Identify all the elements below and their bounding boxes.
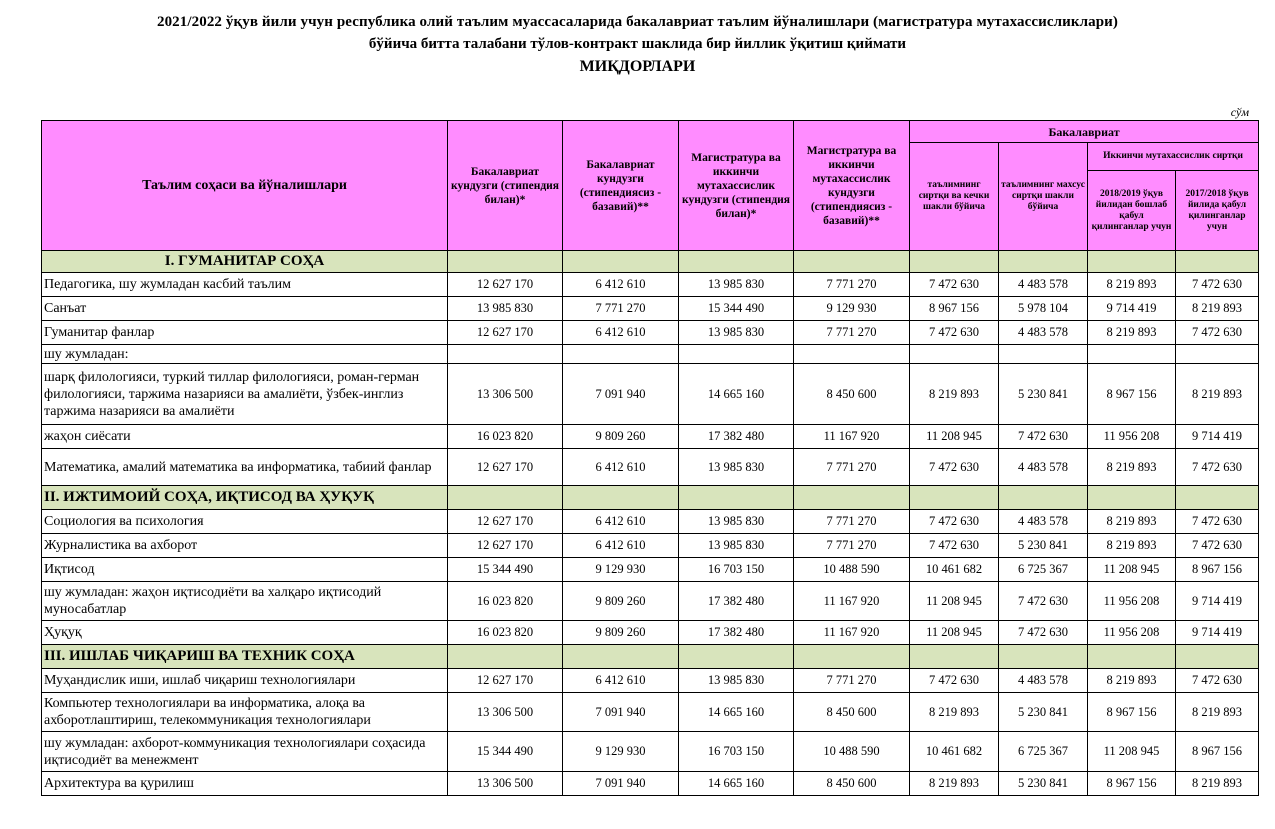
fee-cell: 15 344 490 <box>448 732 563 772</box>
fee-cell: 16 703 150 <box>679 732 794 772</box>
fee-cell: 14 665 160 <box>679 772 794 796</box>
section-empty-cell <box>794 486 910 510</box>
fee-cell: 7 472 630 <box>999 621 1088 645</box>
fee-cell <box>794 345 910 364</box>
fee-cell: 16 023 820 <box>448 582 563 621</box>
section-empty-cell <box>910 645 999 669</box>
direction-name: Санъат <box>42 297 448 321</box>
fee-cell: 7 091 940 <box>563 693 679 732</box>
fee-cell: 8 219 893 <box>1176 297 1259 321</box>
fee-cell: 9 129 930 <box>563 558 679 582</box>
fee-cell: 9 714 419 <box>1088 297 1176 321</box>
section-title: I. ГУМАНИТАР СОҲА <box>42 251 448 273</box>
fee-cell: 6 412 610 <box>563 321 679 345</box>
fee-cell: 14 665 160 <box>679 364 794 425</box>
fee-cell: 12 627 170 <box>448 510 563 534</box>
tuition-fee-table <box>41 120 1259 796</box>
header-master-day-stipend: Магистратура ва иккинчи мутахассислик кундузги (стипендия билан)* <box>679 121 794 251</box>
header-bachelor-group: Бакалавриат <box>910 121 1259 143</box>
table-row <box>42 732 1259 772</box>
fee-cell: 8 219 893 <box>1088 669 1176 693</box>
fee-cell: 4 483 578 <box>999 510 1088 534</box>
fee-cell: 8 967 156 <box>910 297 999 321</box>
fee-cell: 9 129 930 <box>794 297 910 321</box>
fee-cell <box>910 345 999 364</box>
direction-name: жаҳон сиёсати <box>42 425 448 449</box>
fee-cell: 15 344 490 <box>679 297 794 321</box>
fee-cell: 11 167 920 <box>794 582 910 621</box>
fee-cell: 4 483 578 <box>999 273 1088 297</box>
table-row <box>42 297 1259 321</box>
section-empty-cell <box>679 251 794 273</box>
fee-cell: 11 208 945 <box>910 621 999 645</box>
table-row <box>42 772 1259 796</box>
fee-cell <box>1176 345 1259 364</box>
fee-cell: 7 771 270 <box>794 510 910 534</box>
fee-cell: 8 967 156 <box>1176 732 1259 772</box>
section-empty-cell <box>999 645 1088 669</box>
fee-cell: 7 472 630 <box>1176 534 1259 558</box>
fee-cell: 14 665 160 <box>679 693 794 732</box>
fee-cell: 17 382 480 <box>679 425 794 449</box>
direction-name: Иқтисод <box>42 558 448 582</box>
direction-name: шу жумладан: жаҳон иқтисодиёти ва халқаро иқтисодий муносабатлар <box>42 582 448 621</box>
fee-cell: 7 472 630 <box>1176 273 1259 297</box>
fee-cell: 6 412 610 <box>563 510 679 534</box>
section-empty-cell <box>563 251 679 273</box>
fee-cell: 4 483 578 <box>999 669 1088 693</box>
fee-cell: 10 488 590 <box>794 732 910 772</box>
fee-cell: 11 208 945 <box>910 425 999 449</box>
fee-cell: 6 412 610 <box>563 449 679 486</box>
fee-cell: 7 472 630 <box>910 321 999 345</box>
fee-cell: 8 219 893 <box>1176 772 1259 796</box>
fee-cell: 8 219 893 <box>1176 364 1259 425</box>
table-row <box>42 449 1259 486</box>
direction-name: Архитектура ва қурилиш <box>42 772 448 796</box>
fee-cell: 11 208 945 <box>910 582 999 621</box>
fee-cell: 8 967 156 <box>1176 558 1259 582</box>
table-row <box>42 425 1259 449</box>
table-row <box>42 273 1259 297</box>
fee-cell <box>563 345 679 364</box>
section-empty-cell <box>1176 486 1259 510</box>
fee-cell: 11 167 920 <box>794 621 910 645</box>
fee-cell: 11 208 945 <box>1088 558 1176 582</box>
fee-cell: 7 472 630 <box>910 534 999 558</box>
fee-cell: 6 412 610 <box>563 534 679 558</box>
document-title-line-3: МИҚДОРЛАРИ <box>579 58 696 75</box>
direction-name: Гуманитар фанлар <box>42 321 448 345</box>
fee-cell: 7 472 630 <box>1176 449 1259 486</box>
fee-cell: 7 771 270 <box>794 534 910 558</box>
fee-cell: 5 978 104 <box>999 297 1088 321</box>
fee-cell: 16 023 820 <box>448 621 563 645</box>
fee-cell <box>448 345 563 364</box>
section-row <box>42 486 1259 510</box>
fee-cell: 11 208 945 <box>1088 732 1176 772</box>
fee-cell: 7 472 630 <box>910 273 999 297</box>
fee-cell: 16 703 150 <box>679 558 794 582</box>
fee-cell: 8 219 893 <box>1088 510 1176 534</box>
fee-cell: 6 412 610 <box>563 273 679 297</box>
fee-cell: 13 985 830 <box>448 297 563 321</box>
fee-cell <box>999 345 1088 364</box>
section-empty-cell <box>1176 251 1259 273</box>
fee-cell: 10 488 590 <box>794 558 910 582</box>
section-empty-cell <box>910 486 999 510</box>
fee-cell: 12 627 170 <box>448 534 563 558</box>
table-row <box>42 693 1259 732</box>
fee-cell: 7 472 630 <box>1176 669 1259 693</box>
fee-cell: 8 967 156 <box>1088 693 1176 732</box>
section-row <box>42 251 1259 273</box>
fee-cell: 8 450 600 <box>794 772 910 796</box>
fee-cell: 17 382 480 <box>679 582 794 621</box>
section-empty-cell <box>448 645 563 669</box>
fee-cell: 7 771 270 <box>794 669 910 693</box>
fee-cell: 13 985 830 <box>679 449 794 486</box>
fee-cell: 12 627 170 <box>448 321 563 345</box>
fee-cell: 8 219 893 <box>1088 321 1176 345</box>
currency-unit-label: сўм <box>1230 105 1249 119</box>
fee-cell: 9 809 260 <box>563 582 679 621</box>
section-empty-cell <box>1176 645 1259 669</box>
fee-cell: 13 985 830 <box>679 534 794 558</box>
table-row <box>42 345 1259 364</box>
section-empty-cell <box>999 251 1088 273</box>
fee-cell: 13 306 500 <box>448 693 563 732</box>
fee-cell: 8 450 600 <box>794 693 910 732</box>
fee-cell: 8 219 893 <box>910 364 999 425</box>
fee-cell: 13 985 830 <box>679 669 794 693</box>
section-empty-cell <box>679 486 794 510</box>
header-direction: Таълим соҳаси ва йўналишлари <box>42 121 448 251</box>
fee-cell: 11 956 208 <box>1088 621 1176 645</box>
fee-cell: 7 771 270 <box>794 321 910 345</box>
fee-cell: 6 725 367 <box>999 732 1088 772</box>
fee-cell: 5 230 841 <box>999 693 1088 732</box>
fee-cell: 5 230 841 <box>999 364 1088 425</box>
section-empty-cell <box>794 251 910 273</box>
table-row <box>42 669 1259 693</box>
header-admitted-2017-2018: 2017/2018 ўқув йилида қабул қилинганлар учун <box>1176 171 1259 251</box>
fee-cell: 9 809 260 <box>563 621 679 645</box>
direction-name: шарқ филологияси, туркий тиллар филологияси, роман-герман филологияси, таржима назарияси ва амалиёти, ўзбек-инглиз таржима назарияси ва амалиёти <box>42 364 448 425</box>
fee-cell: 13 985 830 <box>679 321 794 345</box>
section-empty-cell <box>999 486 1088 510</box>
header-special-correspondence: таълимнинг махсус сиртқи шакли бўйича <box>999 143 1088 251</box>
table-row <box>42 321 1259 345</box>
fee-cell: 7 472 630 <box>999 425 1088 449</box>
direction-name: шу жумладан: ахборот-коммуникация технологиялари соҳасида иқтисодиёт ва менежмент <box>42 732 448 772</box>
fee-cell: 8 219 893 <box>1088 449 1176 486</box>
direction-name: Ҳуқуқ <box>42 621 448 645</box>
fee-cell: 9 714 419 <box>1176 621 1259 645</box>
fee-cell: 11 956 208 <box>1088 425 1176 449</box>
fee-cell: 5 230 841 <box>999 772 1088 796</box>
fee-cell: 10 461 682 <box>910 732 999 772</box>
fee-cell: 11 167 920 <box>794 425 910 449</box>
section-empty-cell <box>448 486 563 510</box>
section-empty-cell <box>679 645 794 669</box>
table-row <box>42 582 1259 621</box>
fee-cell: 7 091 940 <box>563 364 679 425</box>
fee-cell: 7 472 630 <box>1176 321 1259 345</box>
fee-cell: 8 219 893 <box>1088 534 1176 558</box>
header-admitted-2018-2019: 2018/2019 ўқув йилидан бошлаб қабул қилинганлар учун <box>1088 171 1176 251</box>
fee-cell: 15 344 490 <box>448 558 563 582</box>
fee-cell: 7 771 270 <box>794 273 910 297</box>
fee-cell: 4 483 578 <box>999 321 1088 345</box>
fee-cell: 7 472 630 <box>910 669 999 693</box>
fee-cell: 17 382 480 <box>679 621 794 645</box>
fee-cell: 8 219 893 <box>910 693 999 732</box>
header-second-specialty: Иккинчи мутахассислик сиртқи <box>1088 143 1259 171</box>
fee-cell: 9 809 260 <box>563 425 679 449</box>
fee-cell: 8 219 893 <box>1176 693 1259 732</box>
fee-cell: 8 967 156 <box>1088 364 1176 425</box>
section-empty-cell <box>1088 251 1176 273</box>
fee-cell: 12 627 170 <box>448 449 563 486</box>
fee-cell: 13 306 500 <box>448 772 563 796</box>
fee-cell <box>679 345 794 364</box>
fee-cell: 13 306 500 <box>448 364 563 425</box>
fee-cell: 6 725 367 <box>999 558 1088 582</box>
table-row <box>42 621 1259 645</box>
direction-name: шу жумладан: <box>42 345 448 364</box>
section-empty-cell <box>448 251 563 273</box>
section-row <box>42 645 1259 669</box>
direction-name: Педагогика, шу жумладан касбий таълим <box>42 273 448 297</box>
fee-cell: 12 627 170 <box>448 273 563 297</box>
fee-cell: 7 091 940 <box>563 772 679 796</box>
section-empty-cell <box>563 645 679 669</box>
direction-name: Журналистика ва ахборот <box>42 534 448 558</box>
fee-cell: 7 771 270 <box>563 297 679 321</box>
fee-cell: 11 956 208 <box>1088 582 1176 621</box>
fee-cell: 4 483 578 <box>999 449 1088 486</box>
header-correspondence-evening: таълимнинг сиртқи ва кечки шакли бўйича <box>910 143 999 251</box>
section-empty-cell <box>1088 645 1176 669</box>
fee-cell: 7 472 630 <box>1176 510 1259 534</box>
fee-cell: 9 129 930 <box>563 732 679 772</box>
header-master-day-base: Магистратура ва иккинчи мутахассислик кундузги (стипендиясиз - базавий)** <box>794 121 910 251</box>
fee-cell: 12 627 170 <box>448 669 563 693</box>
fee-cell: 7 472 630 <box>999 582 1088 621</box>
table-row <box>42 364 1259 425</box>
fee-cell: 10 461 682 <box>910 558 999 582</box>
header-bachelor-day-base: Бакалавриат кундузги (стипендиясиз - базавий)** <box>563 121 679 251</box>
header-bachelor-day-stipend: Бакалавриат кундузги (стипендия билан)* <box>448 121 563 251</box>
section-empty-cell <box>563 486 679 510</box>
document-title-line-1: 2021/2022 ўқув йили учун республика олий таълим муассасаларида бакалавриат таълим йўналишлари (магистратура мутахассисликлари) <box>156 14 1119 30</box>
section-title: II. ИЖТИМОИЙ СОҲА, ИҚТИСОД ВА ҲУҚУҚ <box>42 486 448 510</box>
direction-name: Компьютер технологиялари ва информатика, алоқа ва ахборотлаштириш, телекоммуникация технологиялари <box>42 693 448 732</box>
fee-cell: 8 219 893 <box>910 772 999 796</box>
section-empty-cell <box>910 251 999 273</box>
table-row <box>42 558 1259 582</box>
fee-cell: 13 985 830 <box>679 273 794 297</box>
fee-cell: 13 985 830 <box>679 510 794 534</box>
section-empty-cell <box>1088 486 1176 510</box>
table-row <box>42 534 1259 558</box>
direction-name: Математика, амалий математика ва информатика, табиий фанлар <box>42 449 448 486</box>
fee-cell: 8 967 156 <box>1088 772 1176 796</box>
fee-cell: 9 714 419 <box>1176 425 1259 449</box>
fee-cell: 8 219 893 <box>1088 273 1176 297</box>
fee-cell: 7 771 270 <box>794 449 910 486</box>
fee-cell <box>1088 345 1176 364</box>
fee-cell: 6 412 610 <box>563 669 679 693</box>
fee-cell: 7 472 630 <box>910 510 999 534</box>
fee-cell: 16 023 820 <box>448 425 563 449</box>
table-row <box>42 510 1259 534</box>
direction-name: Социология ва психология <box>42 510 448 534</box>
fee-cell: 7 472 630 <box>910 449 999 486</box>
fee-cell: 8 450 600 <box>794 364 910 425</box>
direction-name: Муҳандислик иши, ишлаб чиқариш технологиялари <box>42 669 448 693</box>
section-empty-cell <box>794 645 910 669</box>
fee-cell: 5 230 841 <box>999 534 1088 558</box>
document-title-line-2: бўйича битта талабани тўлов-контракт шаклида бир йиллик ўқитиш қиймати <box>368 36 907 52</box>
fee-cell: 9 714 419 <box>1176 582 1259 621</box>
section-title: III. ИШЛАБ ЧИҚАРИШ ВА ТЕХНИК СОҲА <box>42 645 448 669</box>
